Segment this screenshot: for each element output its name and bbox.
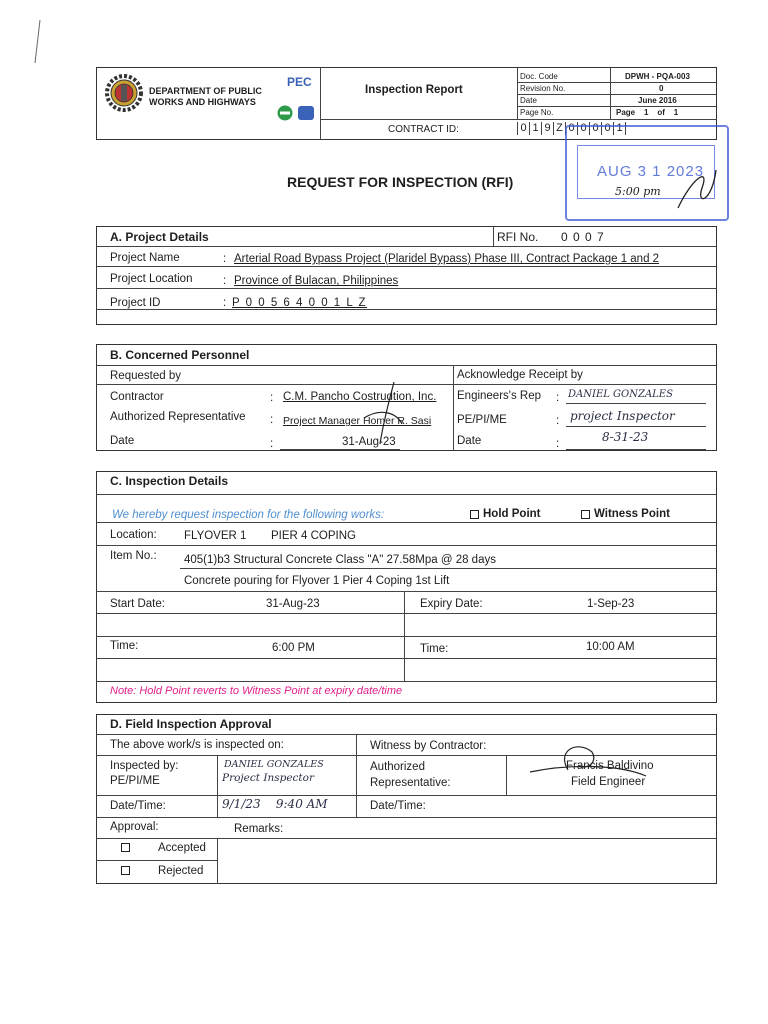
inspector-name-signature: DANIEL GONZALES <box>224 759 324 770</box>
row-line <box>96 795 717 796</box>
stamp-signature <box>672 158 722 218</box>
row-line <box>96 309 717 310</box>
row-line <box>96 522 717 523</box>
accepted-label: Accepted <box>158 842 206 854</box>
section-a-header-line <box>96 246 717 247</box>
time2-label: Time: <box>420 643 449 655</box>
section-b-title: B. Concerned Personnel <box>110 348 250 362</box>
start-date-label: Start Date: <box>110 598 165 610</box>
rfi-divider <box>493 226 494 246</box>
row-line <box>96 681 717 682</box>
rejected-label: Rejected <box>158 865 204 877</box>
header-divider <box>320 67 321 140</box>
row-line <box>96 658 717 659</box>
contractor-signature <box>350 378 410 448</box>
section-d-divider <box>217 755 218 817</box>
doc-code-label: Doc. Code <box>520 72 558 81</box>
witness-by-label: Witness by Contractor: <box>370 740 487 752</box>
dpwh-logo-icon <box>104 73 144 113</box>
remarks-label: Remarks: <box>234 823 284 835</box>
inspected-on-label: The above work/s is inspected on: <box>110 739 284 751</box>
colon: : <box>270 438 274 450</box>
row-line <box>96 266 717 267</box>
rejected-checkbox[interactable] <box>121 866 130 875</box>
date-label: Date <box>520 96 537 105</box>
inspected-by-label: Inspected by: <box>110 760 179 772</box>
page-label: Page No. <box>520 108 554 117</box>
underline <box>566 449 706 450</box>
row-line <box>96 288 717 289</box>
requested-by-label: Requested by <box>110 370 181 382</box>
rfi-label: RFI No. <box>497 230 539 244</box>
engineers-rep-signature: DANIEL GONZALES <box>568 389 673 400</box>
pe-value: project Inspector <box>570 409 675 423</box>
rfi-number: 0 0 0 7 <box>561 230 605 244</box>
datetime-label: Date/Time: <box>110 800 166 812</box>
header-divider <box>320 119 717 120</box>
location-label: Location: <box>110 529 157 541</box>
acknowledge-label: Acknowledge Receipt by <box>457 369 583 381</box>
section-d-divider <box>356 734 357 817</box>
form-title: Inspection Report <box>365 84 463 96</box>
date2-value: 8-31-23 <box>602 430 649 444</box>
witness-point-checkbox[interactable] <box>581 510 590 519</box>
witness-point-label: Witness Point <box>594 508 670 520</box>
contract-digit: 0 <box>589 122 601 135</box>
colon: : <box>223 275 227 287</box>
meta-line <box>517 94 717 95</box>
row-line <box>96 545 717 546</box>
section-b-divider <box>453 365 454 451</box>
location-value2: PIER 4 COPING <box>271 530 356 542</box>
request-text: We hereby request inspection for the following works: <box>112 509 385 521</box>
hold-point-label: Hold Point <box>483 508 541 520</box>
contract-digit: 0 <box>565 122 577 135</box>
pec-label: PEC <box>287 75 312 89</box>
expiry-note: Note: Hold Point reverts to Witness Point at expiry date/time <box>110 685 403 697</box>
contractor-value: C.M. Pancho Costrudtion, Inc. <box>283 391 437 403</box>
inspected-by-role-label: PE/PI/ME <box>110 775 160 787</box>
approval-label: Approval: <box>110 821 159 833</box>
colon: : <box>556 415 560 427</box>
section-d-divider <box>217 838 218 884</box>
revision-value: 0 <box>659 84 664 93</box>
authorized-rep-value: Project Manager Homer R. Sasi <box>283 415 432 427</box>
row-line <box>96 817 717 818</box>
expiry-date-label: Expiry Date: <box>420 598 483 610</box>
authorized-rep-label: Authorized Representative <box>110 411 246 423</box>
colon: : <box>556 438 560 450</box>
underline <box>280 449 400 450</box>
representative-label: Representative: <box>370 777 451 789</box>
accepted-checkbox[interactable] <box>121 843 130 852</box>
project-id-value: P 0 0 5 6 4 0 0 1 L Z <box>232 297 368 309</box>
row-line <box>96 613 717 614</box>
section-d-divider <box>506 755 507 795</box>
date-value: June 2016 <box>638 96 677 105</box>
inspector-title-signature: Project Inspector <box>222 772 314 784</box>
stamp-date: AUG 3 1 2023 <box>597 163 705 180</box>
pe-label: PE/PI/ME <box>457 414 507 426</box>
contract-digit: 1 <box>613 122 626 135</box>
colon: : <box>556 392 560 404</box>
project-id-label: Project ID <box>110 297 161 309</box>
colon: : <box>270 392 274 404</box>
main-title: REQUEST FOR INSPECTION (RFI) <box>287 174 514 190</box>
row-line <box>96 591 717 592</box>
project-location-value: Province of Bulacan, Philippines <box>234 275 399 287</box>
section-d-header-line <box>96 734 717 735</box>
colon: : <box>223 253 227 265</box>
agency-name-line1: DEPARTMENT OF PUBLIC <box>149 86 262 96</box>
section-d-title: D. Field Inspection Approval <box>110 717 272 731</box>
contractor-label: Contractor <box>110 391 164 403</box>
underline <box>566 426 706 427</box>
colon: : <box>223 297 227 309</box>
time-value: 6:00 PM <box>272 642 315 654</box>
contract-digit: 0 <box>517 122 529 135</box>
meta-line <box>517 106 717 107</box>
section-a-title: A. Project Details <box>110 230 209 244</box>
item-label: Item No.: <box>110 550 157 562</box>
underline <box>566 403 706 404</box>
meta-line <box>517 82 717 83</box>
pec-logo-icon <box>276 104 318 122</box>
row-line <box>96 838 717 839</box>
item-value1: 405(1)b3 Structural Concrete Class "A" 27.58Mpa @ 28 days <box>184 554 496 566</box>
agency-name-line2: WORKS AND HIGHWAYS <box>149 97 256 107</box>
page-value: Page 1 of 1 <box>616 108 679 117</box>
doc-code-value: DPWH - PQA-003 <box>625 72 690 81</box>
section-c-header-line <box>96 494 717 495</box>
project-name-value: Arterial Road Bypass Project (Plaridel Bypass) Phase III, Contract Package 1 and 2 <box>234 253 660 265</box>
section-c-title: C. Inspection Details <box>110 474 229 488</box>
date-label: Date <box>110 435 135 447</box>
location-value1: FLYOVER 1 <box>184 530 247 542</box>
time-label: Time: <box>110 640 139 652</box>
datetime-value: 9/1/23 9:40 AM <box>222 797 328 811</box>
contract-digit: 0 <box>601 122 613 135</box>
expiry-date-value: 1-Sep-23 <box>587 598 635 610</box>
contract-label: CONTRACT ID: <box>388 124 459 135</box>
project-name-label: Project Name <box>110 252 180 264</box>
rep-signature <box>528 740 648 790</box>
authorized-label: Authorized <box>370 761 425 773</box>
date2-label: Date <box>457 435 482 447</box>
row-line <box>180 568 717 569</box>
header-divider <box>517 67 518 119</box>
pen-mark <box>30 18 50 68</box>
revision-label: Revision No. <box>520 84 566 93</box>
date-value: 31-Aug-23 <box>342 436 396 448</box>
hold-point-checkbox[interactable] <box>470 510 479 519</box>
section-b-header-line <box>96 365 717 366</box>
row-line <box>96 636 717 637</box>
row-line <box>96 860 218 861</box>
colon: : <box>270 414 274 426</box>
header-divider <box>610 67 611 119</box>
item-value2: Concrete pouring for Flyover 1 Pier 4 Coping 1st Lift <box>184 575 450 587</box>
contract-digit: 9 <box>541 122 553 135</box>
time2-value: 10:00 AM <box>586 641 635 653</box>
start-date-value: 31-Aug-23 <box>266 598 320 610</box>
datetime2-label: Date/Time: <box>370 800 426 812</box>
rep-title: Field Engineer <box>571 776 646 788</box>
project-location-label: Project Location <box>110 273 193 285</box>
stamp-time: 5:00 pm <box>615 185 661 198</box>
contract-digit: 0 <box>577 122 589 135</box>
engineers-rep-label: Engineers's Rep <box>457 390 542 402</box>
contract-digit: 1 <box>529 122 541 135</box>
contract-digit: Z <box>553 122 565 135</box>
rep-name: Francis Baldivino <box>566 760 654 772</box>
